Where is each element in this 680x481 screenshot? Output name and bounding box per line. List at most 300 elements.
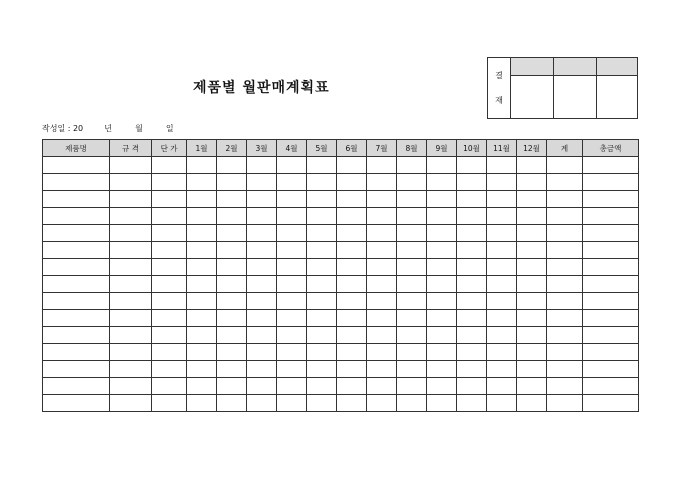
table-cell[interactable] <box>247 395 277 412</box>
table-cell[interactable] <box>487 157 517 174</box>
table-cell[interactable] <box>583 361 639 378</box>
table-cell[interactable] <box>337 276 367 293</box>
table-cell[interactable] <box>110 208 152 225</box>
table-cell[interactable] <box>217 361 247 378</box>
header-month-1: 1월 <box>187 140 217 157</box>
table-cell[interactable] <box>187 225 217 242</box>
header-total: 계 <box>547 140 583 157</box>
table-row <box>43 344 639 361</box>
table-cell[interactable] <box>247 344 277 361</box>
table-cell[interactable] <box>517 395 547 412</box>
table-cell[interactable] <box>110 157 152 174</box>
table-cell[interactable] <box>43 157 110 174</box>
table-cell[interactable] <box>337 293 367 310</box>
header-month-11: 11월 <box>487 140 517 157</box>
table-cell[interactable] <box>367 276 397 293</box>
table-cell[interactable] <box>583 174 639 191</box>
table-cell[interactable] <box>367 174 397 191</box>
table-row <box>43 191 639 208</box>
table-cell[interactable] <box>277 191 307 208</box>
table-cell[interactable] <box>247 293 277 310</box>
table-cell[interactable] <box>487 242 517 259</box>
date-year-label: 년 <box>104 124 112 133</box>
table-cell[interactable] <box>487 293 517 310</box>
table-cell[interactable] <box>307 344 337 361</box>
table-cell[interactable] <box>583 191 639 208</box>
header-month-3: 3월 <box>247 140 277 157</box>
table-cell[interactable] <box>487 174 517 191</box>
table-cell[interactable] <box>187 242 217 259</box>
table-row <box>43 361 639 378</box>
approval-label-bottom: 재 <box>495 96 503 105</box>
table-cell[interactable] <box>217 225 247 242</box>
table-cell[interactable] <box>187 208 217 225</box>
date-day-label: 일 <box>165 124 174 133</box>
table-cell[interactable] <box>110 293 152 310</box>
table-cell[interactable] <box>427 276 457 293</box>
table-cell[interactable] <box>517 361 547 378</box>
table-cell[interactable] <box>152 395 187 412</box>
table-cell[interactable] <box>110 276 152 293</box>
table-cell[interactable] <box>457 344 487 361</box>
table-cell[interactable] <box>517 378 547 395</box>
table-cell[interactable] <box>307 225 337 242</box>
table-cell[interactable] <box>367 157 397 174</box>
table-cell[interactable] <box>110 225 152 242</box>
table-cell[interactable] <box>307 327 337 344</box>
table-cell[interactable] <box>307 208 337 225</box>
table-cell[interactable] <box>277 395 307 412</box>
approval-sign-cell-3[interactable] <box>597 76 638 119</box>
table-cell[interactable] <box>487 310 517 327</box>
table-cell[interactable] <box>547 242 583 259</box>
table-cell[interactable] <box>337 242 367 259</box>
table-cell[interactable] <box>583 225 639 242</box>
table-cell[interactable] <box>583 259 639 276</box>
table-cell[interactable] <box>187 259 217 276</box>
table-cell[interactable] <box>217 378 247 395</box>
table-cell[interactable] <box>397 293 427 310</box>
table-cell[interactable] <box>517 242 547 259</box>
table-row <box>43 157 639 174</box>
table-cell[interactable] <box>110 361 152 378</box>
table-cell[interactable] <box>277 276 307 293</box>
table-cell[interactable] <box>217 157 247 174</box>
approval-header-cell-3 <box>597 58 638 76</box>
table-cell[interactable] <box>43 293 110 310</box>
table-cell[interactable] <box>547 327 583 344</box>
table-cell[interactable] <box>43 361 110 378</box>
table-cell[interactable] <box>152 157 187 174</box>
table-cell[interactable] <box>457 259 487 276</box>
table-cell[interactable] <box>307 378 337 395</box>
table-row <box>43 276 639 293</box>
table-cell[interactable] <box>337 310 367 327</box>
table-cell[interactable] <box>43 191 110 208</box>
table-cell[interactable] <box>307 191 337 208</box>
header-product-name: 제품명 <box>43 140 110 157</box>
table-cell[interactable] <box>277 174 307 191</box>
table-cell[interactable] <box>367 191 397 208</box>
table-cell[interactable] <box>110 242 152 259</box>
table-cell[interactable] <box>547 378 583 395</box>
table-cell[interactable] <box>367 242 397 259</box>
table-cell[interactable] <box>217 344 247 361</box>
table-cell[interactable] <box>187 361 217 378</box>
table-cell[interactable] <box>397 242 427 259</box>
table-cell[interactable] <box>43 208 110 225</box>
sales-plan-table <box>42 139 639 412</box>
table-cell[interactable] <box>277 361 307 378</box>
table-cell[interactable] <box>427 242 457 259</box>
table-cell[interactable] <box>397 191 427 208</box>
table-cell[interactable] <box>457 293 487 310</box>
table-cell[interactable] <box>217 191 247 208</box>
table-cell[interactable] <box>547 157 583 174</box>
table-cell[interactable] <box>487 259 517 276</box>
table-cell[interactable] <box>547 276 583 293</box>
table-cell[interactable] <box>307 395 337 412</box>
header-month-10: 10월 <box>457 140 487 157</box>
table-cell[interactable] <box>583 276 639 293</box>
table-cell[interactable] <box>217 208 247 225</box>
table-cell[interactable] <box>367 378 397 395</box>
approval-label-top: 결 <box>495 71 503 80</box>
table-cell[interactable] <box>427 259 457 276</box>
table-cell[interactable] <box>307 361 337 378</box>
table-cell[interactable] <box>367 310 397 327</box>
table-cell[interactable] <box>110 310 152 327</box>
table-cell[interactable] <box>337 378 367 395</box>
table-cell[interactable] <box>547 395 583 412</box>
table-cell[interactable] <box>187 378 217 395</box>
table-cell[interactable] <box>217 242 247 259</box>
table-cell[interactable] <box>517 310 547 327</box>
header-month-2: 2월 <box>217 140 247 157</box>
table-cell[interactable] <box>110 378 152 395</box>
table-cell[interactable] <box>547 259 583 276</box>
table-cell[interactable] <box>583 395 639 412</box>
table-cell[interactable] <box>337 259 367 276</box>
table-cell[interactable] <box>457 208 487 225</box>
table-cell[interactable] <box>397 361 427 378</box>
table-row <box>43 174 639 191</box>
table-cell[interactable] <box>517 344 547 361</box>
table-cell[interactable] <box>547 174 583 191</box>
table-cell[interactable] <box>367 225 397 242</box>
table-cell[interactable] <box>427 174 457 191</box>
table-cell[interactable] <box>427 361 457 378</box>
table-cell[interactable] <box>247 242 277 259</box>
table-cell[interactable] <box>277 310 307 327</box>
table-cell[interactable] <box>217 174 247 191</box>
table-cell[interactable] <box>247 225 277 242</box>
header-month-5: 5월 <box>307 140 337 157</box>
table-cell[interactable] <box>487 276 517 293</box>
table-cell[interactable] <box>152 276 187 293</box>
table-cell[interactable] <box>427 344 457 361</box>
table-cell[interactable] <box>187 157 217 174</box>
table-cell[interactable] <box>247 276 277 293</box>
table-cell[interactable] <box>43 395 110 412</box>
table-cell[interactable] <box>487 361 517 378</box>
table-cell[interactable] <box>152 191 187 208</box>
table-cell[interactable] <box>43 310 110 327</box>
table-cell[interactable] <box>517 293 547 310</box>
table-cell[interactable] <box>397 344 427 361</box>
table-cell[interactable] <box>517 174 547 191</box>
table-cell[interactable] <box>187 191 217 208</box>
table-cell[interactable] <box>247 327 277 344</box>
table-cell[interactable] <box>397 276 427 293</box>
table-cell[interactable] <box>427 327 457 344</box>
table-cell[interactable] <box>152 344 187 361</box>
table-cell[interactable] <box>547 361 583 378</box>
table-cell[interactable] <box>247 174 277 191</box>
table-cell[interactable] <box>152 242 187 259</box>
table-cell[interactable] <box>427 395 457 412</box>
table-cell[interactable] <box>547 344 583 361</box>
table-cell[interactable] <box>217 276 247 293</box>
table-cell[interactable] <box>457 276 487 293</box>
table-cell[interactable] <box>427 208 457 225</box>
table-cell[interactable] <box>277 327 307 344</box>
table-cell[interactable] <box>457 225 487 242</box>
table-cell[interactable] <box>397 208 427 225</box>
table-cell[interactable] <box>187 344 217 361</box>
table-cell[interactable] <box>583 378 639 395</box>
table-cell[interactable] <box>43 344 110 361</box>
page-title: 제품별 월판매계획표 <box>193 80 330 96</box>
table-cell[interactable] <box>583 310 639 327</box>
table-cell[interactable] <box>277 208 307 225</box>
table-cell[interactable] <box>487 225 517 242</box>
table-cell[interactable] <box>43 259 110 276</box>
table-cell[interactable] <box>337 191 367 208</box>
table-cell[interactable] <box>307 310 337 327</box>
table-cell[interactable] <box>152 174 187 191</box>
table-cell[interactable] <box>110 344 152 361</box>
table-cell[interactable] <box>367 395 397 412</box>
table-cell[interactable] <box>217 259 247 276</box>
table-cell[interactable] <box>110 191 152 208</box>
table-cell[interactable] <box>307 276 337 293</box>
table-cell[interactable] <box>247 361 277 378</box>
table-row <box>43 208 639 225</box>
table-cell[interactable] <box>517 157 547 174</box>
approval-header-cell-1 <box>511 58 554 76</box>
table-cell[interactable] <box>547 191 583 208</box>
table-cell[interactable] <box>187 293 217 310</box>
table-cell[interactable] <box>583 293 639 310</box>
table-cell[interactable] <box>583 344 639 361</box>
table-cell[interactable] <box>367 259 397 276</box>
table-cell[interactable] <box>457 174 487 191</box>
table-cell[interactable] <box>397 310 427 327</box>
table-cell[interactable] <box>152 293 187 310</box>
table-row <box>43 225 639 242</box>
table-cell[interactable] <box>152 208 187 225</box>
header-total-amount: 총금액 <box>583 140 639 157</box>
approval-header-cell-2 <box>554 58 597 76</box>
table-cell[interactable] <box>277 293 307 310</box>
table-cell[interactable] <box>247 157 277 174</box>
table-cell[interactable] <box>517 259 547 276</box>
table-cell[interactable] <box>43 225 110 242</box>
table-cell[interactable] <box>43 378 110 395</box>
table-cell[interactable] <box>217 327 247 344</box>
table-cell[interactable] <box>247 208 277 225</box>
table-cell[interactable] <box>457 378 487 395</box>
table-cell[interactable] <box>397 157 427 174</box>
table-cell[interactable] <box>517 191 547 208</box>
table-row <box>43 395 639 412</box>
table-cell[interactable] <box>457 191 487 208</box>
approval-label <box>488 58 511 119</box>
table-cell[interactable] <box>277 242 307 259</box>
table-cell[interactable] <box>457 242 487 259</box>
table-cell[interactable] <box>583 327 639 344</box>
table-cell[interactable] <box>277 157 307 174</box>
table-cell[interactable] <box>517 327 547 344</box>
table-cell[interactable] <box>277 344 307 361</box>
table-cell[interactable] <box>367 208 397 225</box>
table-cell[interactable] <box>487 378 517 395</box>
header-month-12: 12월 <box>517 140 547 157</box>
table-cell[interactable] <box>187 276 217 293</box>
table-cell[interactable] <box>337 174 367 191</box>
table-cell[interactable] <box>547 293 583 310</box>
table-cell[interactable] <box>277 378 307 395</box>
table-cell[interactable] <box>337 225 367 242</box>
table-cell[interactable] <box>487 344 517 361</box>
table-cell[interactable] <box>517 276 547 293</box>
table-row <box>43 242 639 259</box>
table-cell[interactable] <box>547 310 583 327</box>
table-cell[interactable] <box>457 327 487 344</box>
table-cell[interactable] <box>152 259 187 276</box>
table-cell[interactable] <box>397 327 427 344</box>
table-cell[interactable] <box>397 174 427 191</box>
table-cell[interactable] <box>427 310 457 327</box>
table-cell[interactable] <box>427 157 457 174</box>
table-cell[interactable] <box>487 208 517 225</box>
table-cell[interactable] <box>187 174 217 191</box>
header-month-8: 8월 <box>397 140 427 157</box>
table-cell[interactable] <box>583 208 639 225</box>
table-cell[interactable] <box>583 157 639 174</box>
table-cell[interactable] <box>110 259 152 276</box>
table-cell[interactable] <box>152 225 187 242</box>
date-month-label: 월 <box>135 124 143 133</box>
table-cell[interactable] <box>397 395 427 412</box>
table-cell[interactable] <box>307 157 337 174</box>
table-cell[interactable] <box>247 378 277 395</box>
table-cell[interactable] <box>427 225 457 242</box>
table-cell[interactable] <box>277 259 307 276</box>
table-cell[interactable] <box>307 174 337 191</box>
table-cell[interactable] <box>152 310 187 327</box>
header-month-7: 7월 <box>367 140 397 157</box>
table-cell[interactable] <box>337 157 367 174</box>
table-cell[interactable] <box>152 361 187 378</box>
approval-sign-cell-2[interactable] <box>554 76 597 119</box>
table-cell[interactable] <box>217 395 247 412</box>
table-cell[interactable] <box>427 293 457 310</box>
table-cell[interactable] <box>337 344 367 361</box>
table-cell[interactable] <box>397 225 427 242</box>
approval-sign-cell-1[interactable] <box>511 76 554 119</box>
header-month-4: 4월 <box>277 140 307 157</box>
header-month-9: 9월 <box>427 140 457 157</box>
table-cell[interactable] <box>247 259 277 276</box>
table-cell[interactable] <box>247 191 277 208</box>
table-cell[interactable] <box>487 327 517 344</box>
table-cell[interactable] <box>487 395 517 412</box>
table-cell[interactable] <box>307 242 337 259</box>
table-cell[interactable] <box>457 361 487 378</box>
table-cell[interactable] <box>337 361 367 378</box>
table-cell[interactable] <box>547 208 583 225</box>
table-cell[interactable] <box>457 395 487 412</box>
table-cell[interactable] <box>187 395 217 412</box>
table-cell[interactable] <box>547 225 583 242</box>
table-cell[interactable] <box>43 174 110 191</box>
table-row <box>43 293 639 310</box>
table-body <box>43 157 639 412</box>
table-cell[interactable] <box>217 310 247 327</box>
table-cell[interactable] <box>307 293 337 310</box>
table-cell[interactable] <box>517 225 547 242</box>
table-cell[interactable] <box>367 293 397 310</box>
table-cell[interactable] <box>110 174 152 191</box>
approval-box <box>487 57 638 119</box>
table-cell[interactable] <box>43 242 110 259</box>
table-cell[interactable] <box>457 157 487 174</box>
table-cell[interactable] <box>337 208 367 225</box>
table-cell[interactable] <box>43 327 110 344</box>
table-cell[interactable] <box>367 361 397 378</box>
table-cell[interactable] <box>110 327 152 344</box>
table-cell[interactable] <box>217 293 247 310</box>
table-cell[interactable] <box>187 327 217 344</box>
table-cell[interactable] <box>187 310 217 327</box>
table-cell[interactable] <box>337 395 367 412</box>
table-cell[interactable] <box>397 259 427 276</box>
table-cell[interactable] <box>397 378 427 395</box>
table-cell[interactable] <box>337 327 367 344</box>
table-cell[interactable] <box>43 276 110 293</box>
table-cell[interactable] <box>367 344 397 361</box>
table-cell[interactable] <box>367 327 397 344</box>
table-cell[interactable] <box>307 259 337 276</box>
table-cell[interactable] <box>457 310 487 327</box>
table-cell[interactable] <box>152 378 187 395</box>
table-row <box>43 310 639 327</box>
table-cell[interactable] <box>427 191 457 208</box>
header-spec: 규 격 <box>110 140 152 157</box>
table-cell[interactable] <box>277 225 307 242</box>
table-row <box>43 259 639 276</box>
table-cell[interactable] <box>152 327 187 344</box>
table-cell[interactable] <box>517 208 547 225</box>
table-cell[interactable] <box>247 310 277 327</box>
table-cell[interactable] <box>487 191 517 208</box>
date-line <box>42 123 174 134</box>
table-cell[interactable] <box>427 378 457 395</box>
table-cell[interactable] <box>110 395 152 412</box>
table-cell[interactable] <box>583 242 639 259</box>
